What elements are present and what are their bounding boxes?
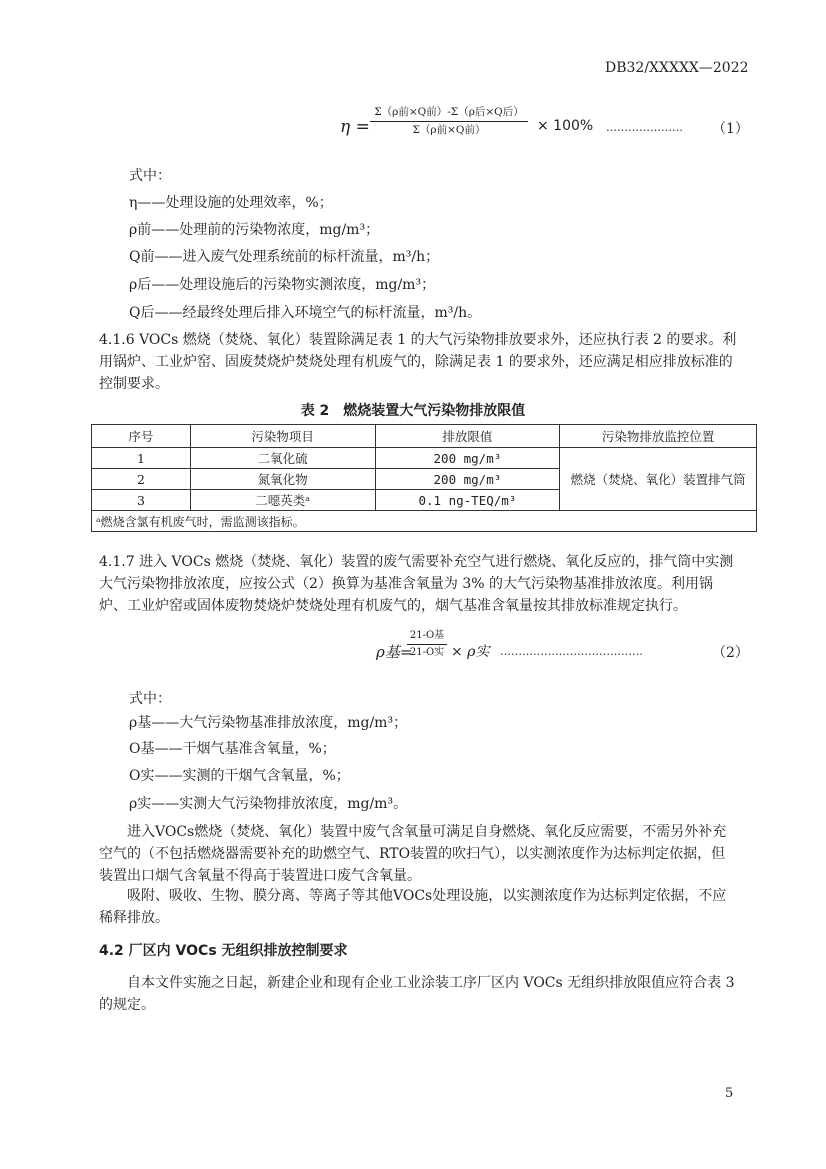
def-rho-measured: ρ实——实测大气污染物排放浓度，mg/m³。 bbox=[129, 796, 408, 812]
eq2-times: × ρ实 bbox=[451, 644, 490, 660]
clause-4-1-7: 4.1.7 进入 VOCs 燃烧（焚烧、氧化）装置的废气需要补充空气进行燃烧、氧化反应的，排气筒中实测大气污染物排放浓度，应按公式（2）换算为基准含氧量为 3% 的大气污染物基准排放浓度。利用锅炉、工业炉窑或固体废物焚烧炉焚烧处理有机废气的，烟气基准含氧量按其排放标准规定执行。 bbox=[99, 554, 734, 614]
table-footnote-row bbox=[92, 511, 757, 532]
defs1-intro: 式中： bbox=[129, 168, 171, 184]
page-number: 5 bbox=[725, 1086, 734, 1101]
paragraph-4-2: 自本文件实施之日起，新建企业和现有企业工业涂装工序厂区内 VOCs 无组织排放限值应符合表 3 的规定。 bbox=[99, 975, 735, 1013]
table-cell-item: 二噁英类ᵃ bbox=[190, 490, 375, 511]
table-header-cell: 排放限值 bbox=[375, 425, 560, 448]
def-rho-after: ρ后——处理设施后的污染物实测浓度，mg/m³； bbox=[129, 277, 436, 293]
table-row bbox=[92, 448, 757, 469]
table-cell-location: 燃烧（焚烧、氧化）装置排气筒 bbox=[560, 448, 757, 511]
paragraph-supply-air: 进入VOCs燃烧（焚烧、氧化）装置中废气含氧量可满足自身燃烧、氧化反应需要，不需另外补充空气的（不包括燃烧器需要补充的助燃空气、RTO装置的吹扫气），以实测浓度作为达标判定依据，但装置出口烟气含氧量不得高于装置进口废气含氧量。 bbox=[99, 824, 727, 884]
table2 bbox=[91, 424, 757, 532]
def-q-before: Q前——进入废气处理系统前的标杆流量，m³/h； bbox=[129, 249, 440, 265]
eq2-dots: ………………………………… bbox=[500, 645, 643, 658]
table-header-cell: 序号 bbox=[92, 425, 191, 448]
eq1-times: × 100% bbox=[537, 118, 594, 134]
table-header-row bbox=[92, 425, 757, 448]
eq1-denominator: Σ（ρ前×Q前） bbox=[412, 124, 486, 136]
defs2-intro: 式中： bbox=[129, 691, 171, 707]
def-o-base: O基——干烟气基准含氧量，%； bbox=[129, 741, 336, 757]
eq2-fraction bbox=[407, 628, 447, 661]
table-cell-limit: 0.1 ng-TEQ/m³ bbox=[375, 490, 560, 511]
table-cell-limit: 200 mg/m³ bbox=[375, 469, 560, 490]
table-cell-no: 3 bbox=[92, 490, 191, 511]
document-code: DB32/XXXXX—2022 bbox=[605, 60, 749, 76]
table-cell-item: 氮氧化物 bbox=[190, 469, 375, 490]
table-cell-no: 1 bbox=[92, 448, 191, 469]
def-rho-before: ρ前——处理前的污染物浓度，mg/m³； bbox=[129, 222, 380, 238]
eq2-numerator: 21-O基 bbox=[409, 630, 445, 641]
table-cell-no: 2 bbox=[92, 469, 191, 490]
table2-caption: 表 2 燃烧装置大气污染物排放限值 bbox=[300, 403, 526, 419]
table-cell-item: 二氧化硫 bbox=[190, 448, 375, 469]
eq1-numerator: Σ（ρ前×Q前）-Σ（ρ后×Q后） bbox=[374, 106, 524, 118]
eq1-dots: ………………… bbox=[606, 121, 683, 134]
def-o-measured: O实——实测的干烟气含氧量，%； bbox=[129, 768, 350, 784]
table-cell-limit: 200 mg/m³ bbox=[375, 448, 560, 469]
eq1-lhs: η = bbox=[340, 117, 370, 137]
def-rho-base: ρ基——大气污染物基准排放浓度，mg/m³； bbox=[129, 715, 408, 731]
def-eta: η——处理设施的处理效率，%； bbox=[129, 195, 333, 211]
eq1-number: （1） bbox=[712, 121, 749, 137]
eq2-number: （2） bbox=[712, 645, 749, 661]
eq2-denominator: 21-O实 bbox=[409, 647, 445, 658]
table-header-cell: 污染物项目 bbox=[190, 425, 375, 448]
def-q-after: Q后——经最终处理后排入环境空气的标杆流量，m³/h。 bbox=[129, 305, 482, 321]
paragraph-other-facilities: 吸附、吸收、生物、膜分离、等离子等其他VOCs处理设施，以实测浓度作为达标判定依据，不应稀释排放。 bbox=[99, 888, 727, 926]
eq2-lhs: ρ基= bbox=[376, 643, 413, 661]
eq1-fraction bbox=[370, 104, 528, 139]
table-footnote: ᵃ燃烧含氯有机废气时，需监测该指标。 bbox=[92, 511, 757, 532]
section-4-2-heading: 4.2 厂区内 VOCs 无组织排放控制要求 bbox=[99, 943, 348, 959]
table-header-cell: 污染物排放监控位置 bbox=[560, 425, 757, 448]
clause-4-1-6: 4.1.6 VOCs 燃烧（焚烧、氧化）装置除满足表 1 的大气污染物排放要求外，还应执行表 2 的要求。利用锅炉、工业炉窑、固废焚烧炉焚烧处理有机废气的，除满足表 1 的要求外，还应满足相应排放标准的控制要求。 bbox=[99, 332, 737, 392]
